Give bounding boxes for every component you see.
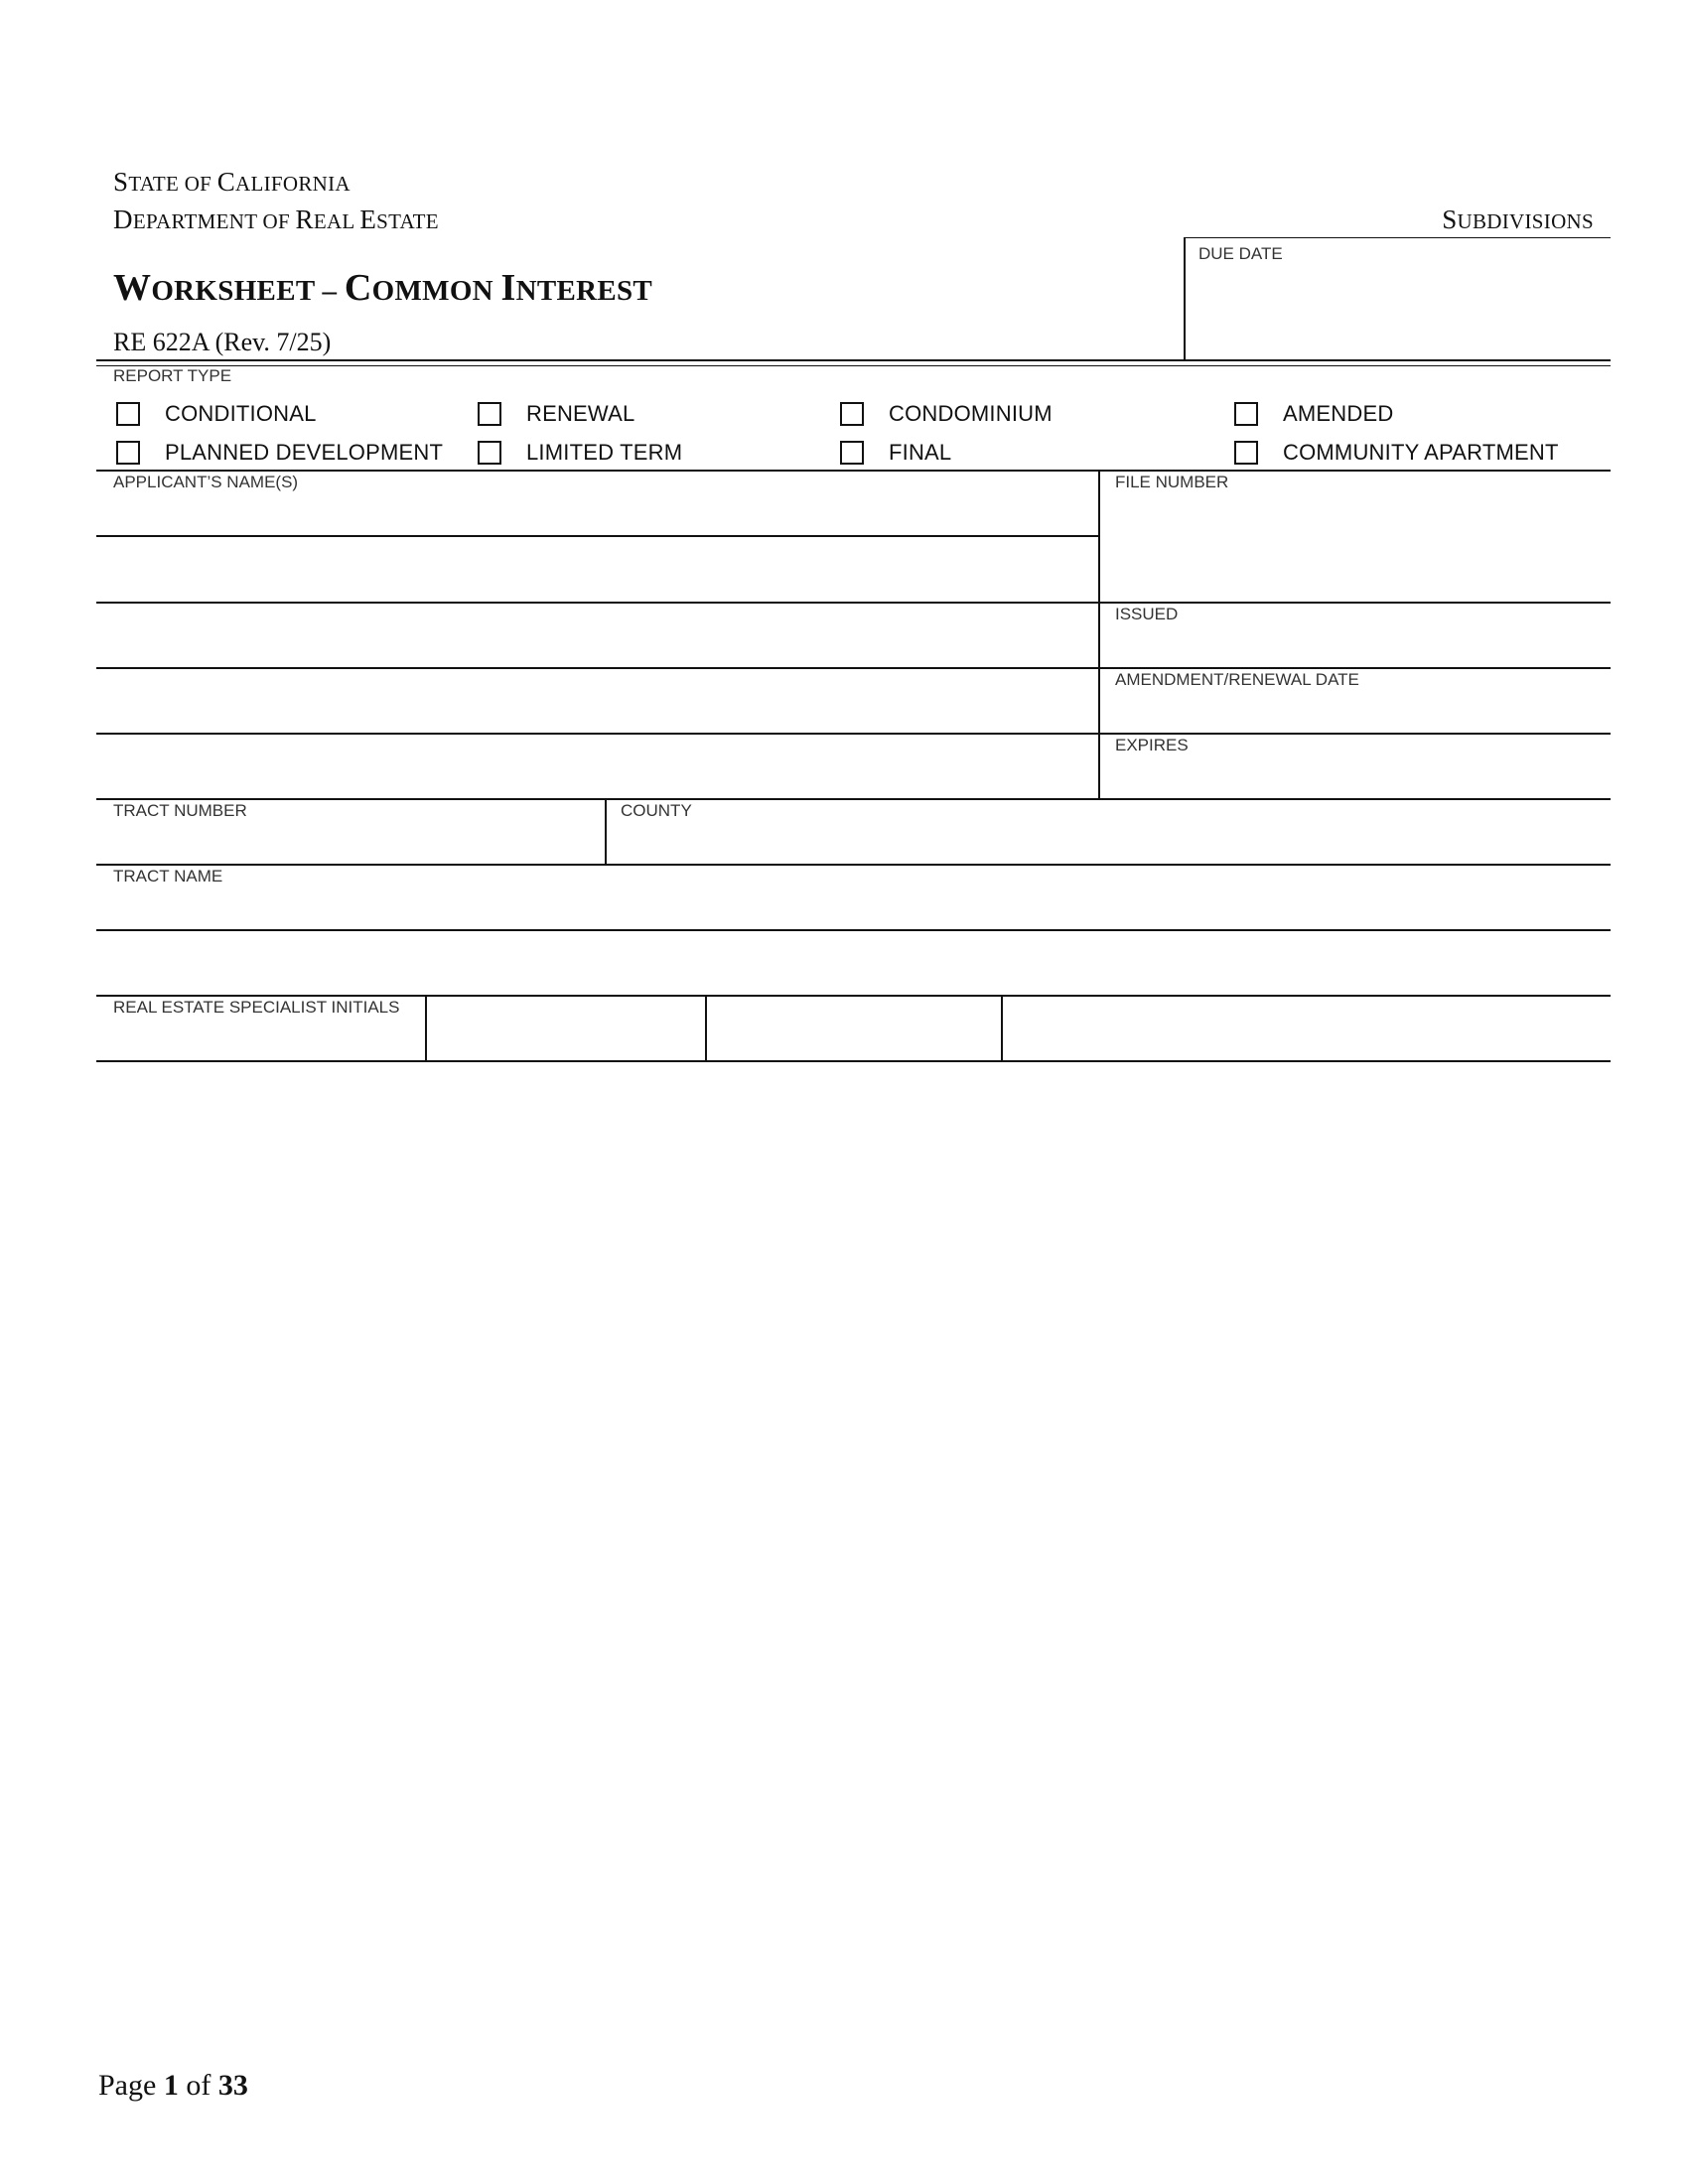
page-number: Page 1 of 33 xyxy=(98,2069,248,2102)
amended-label: AMENDED xyxy=(1283,401,1394,426)
tract-name-field-1[interactable] xyxy=(113,890,1597,928)
file-number-label: FILE NUMBER xyxy=(1115,473,1229,491)
report-type-final[interactable] xyxy=(840,440,951,466)
subdivisions-heading: SUBDIVISIONS xyxy=(1442,205,1594,234)
report-type-condominium[interactable] xyxy=(840,401,1053,427)
conditional-label: CONDITIONAL xyxy=(165,401,317,426)
header-divider-2 xyxy=(96,365,1611,366)
condominium-checkbox[interactable] xyxy=(840,402,864,426)
initials-divider-3 xyxy=(1001,995,1003,1060)
tract-number-field[interactable] xyxy=(113,824,594,862)
specialist-initials-label: REAL ESTATE SPECIALIST INITIALS xyxy=(113,998,400,1017)
report-type-conditional[interactable] xyxy=(116,401,317,427)
form-number: RE 622A (Rev. 7/25) xyxy=(113,328,332,356)
applicant-name-field-1[interactable] xyxy=(113,496,1090,534)
condominium-label: CONDOMINIUM xyxy=(889,401,1053,426)
report-type-amended[interactable] xyxy=(1234,401,1393,427)
limited-term-checkbox[interactable] xyxy=(478,441,501,465)
grid-line-1068 xyxy=(96,1060,1611,1062)
header-divider-1 xyxy=(96,359,1611,361)
applicant-file-divider xyxy=(1098,470,1100,798)
grid-line-870 xyxy=(96,864,1611,866)
limited-term-label: LIMITED TERM xyxy=(526,440,683,465)
grid-line-1002 xyxy=(96,995,1611,997)
grid-line-936 xyxy=(96,929,1611,931)
tract-county-divider xyxy=(605,798,607,864)
report-type-limited-term[interactable] xyxy=(478,440,682,466)
report-type-planned-development[interactable] xyxy=(116,440,443,466)
due-date-label: DUE DATE xyxy=(1198,244,1283,263)
report-type-label: REPORT TYPE xyxy=(113,366,232,385)
specialist-initials-field-3[interactable] xyxy=(1013,1005,1603,1056)
file-number-field[interactable] xyxy=(1115,498,1596,598)
community-apartment-checkbox[interactable] xyxy=(1234,441,1258,465)
community-apartment-label: COMMUNITY APARTMENT xyxy=(1283,440,1559,465)
grid-line-804 xyxy=(96,798,1611,800)
applicant-name-field-3[interactable] xyxy=(113,612,1090,663)
grid-line-672 xyxy=(96,667,1611,669)
final-label: FINAL xyxy=(889,440,952,465)
department-of-real-estate: DEPARTMENT OF REAL ESTATE xyxy=(113,205,439,234)
initials-divider-2 xyxy=(705,995,707,1060)
grid-line-738 xyxy=(96,733,1611,735)
renewal-checkbox[interactable] xyxy=(478,402,501,426)
amendment-renewal-date-field[interactable] xyxy=(1115,693,1596,731)
applicants-names-label: APPLICANT’S NAME(S) xyxy=(113,473,299,491)
tract-name-label: TRACT NAME xyxy=(113,867,223,886)
conditional-checkbox[interactable] xyxy=(116,402,140,426)
due-date-field[interactable] xyxy=(1198,274,1600,345)
grid-line-539 xyxy=(96,535,1099,537)
grid-line-473 xyxy=(96,470,1611,472)
issued-label: ISSUED xyxy=(1115,605,1179,623)
expires-label: EXPIRES xyxy=(1115,736,1189,754)
county-label: COUNTY xyxy=(621,801,692,820)
state-of-california: STATE OF CALIFORNIA xyxy=(113,167,351,197)
due-date-left-border xyxy=(1184,237,1186,360)
due-date-top-border xyxy=(1185,237,1611,238)
specialist-initials-field-1[interactable] xyxy=(437,1005,699,1056)
amendment-renewal-date-label: AMENDMENT/RENEWAL DATE xyxy=(1115,670,1359,689)
tract-number-label: TRACT NUMBER xyxy=(113,801,247,820)
specialist-initials-field-2[interactable] xyxy=(717,1005,994,1056)
report-type-renewal[interactable] xyxy=(478,401,634,427)
initials-divider-1 xyxy=(425,995,427,1060)
expires-field[interactable] xyxy=(1115,758,1596,796)
worksheet-title: WORKSHEET – COMMON INTEREST xyxy=(113,267,653,309)
issued-field[interactable] xyxy=(1115,627,1596,665)
applicant-name-field-2[interactable] xyxy=(113,546,1090,598)
amended-checkbox[interactable] xyxy=(1234,402,1258,426)
applicant-name-field-5[interactable] xyxy=(113,743,1090,794)
county-field[interactable] xyxy=(621,824,1598,862)
planned-development-checkbox[interactable] xyxy=(116,441,140,465)
report-type-community-apartment[interactable] xyxy=(1234,440,1559,466)
renewal-label: RENEWAL xyxy=(526,401,635,426)
final-checkbox[interactable] xyxy=(840,441,864,465)
applicant-name-field-4[interactable] xyxy=(113,677,1090,729)
grid-line-606 xyxy=(96,602,1611,604)
planned-development-label: PLANNED DEVELOPMENT xyxy=(165,440,444,465)
tract-name-field-2[interactable] xyxy=(113,939,1597,991)
